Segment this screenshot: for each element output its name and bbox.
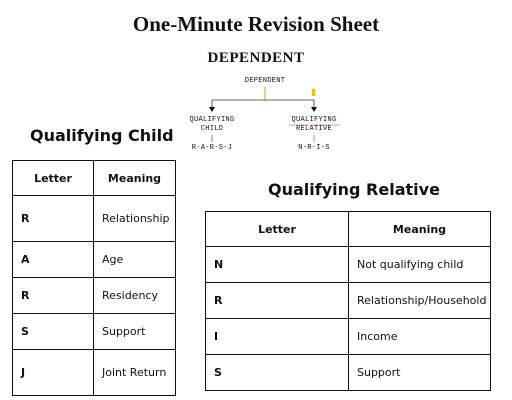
table-row <box>206 283 491 319</box>
table-row <box>13 196 176 242</box>
tree-left-acronym: R-A-R-S-J <box>191 144 233 152</box>
tree-left-line1: QUALIFYING <box>189 116 235 124</box>
tree-right-acronym: N-R-I-S <box>298 144 330 152</box>
table-header-row <box>206 212 491 247</box>
letter-cell: R <box>13 278 94 314</box>
table-row <box>13 242 176 278</box>
tree-highlight-mark <box>312 89 315 96</box>
table-row <box>13 278 176 314</box>
tree-right-line1: QUALIFYING <box>291 116 337 124</box>
letter-cell: N <box>206 247 349 283</box>
tree-left-node <box>182 116 242 134</box>
page-title: One-Minute Revision Sheet <box>132 12 380 36</box>
meaning-cell: Relationship <box>94 196 176 242</box>
meaning-cell: Joint Return <box>94 350 176 396</box>
column-header-meaning: Meaning <box>94 161 176 196</box>
tree-right-arrow <box>311 107 317 112</box>
meaning-cell: Support <box>349 355 491 391</box>
letter-cell: R <box>13 196 94 242</box>
meaning-cell: Relationship/Household <box>349 283 491 319</box>
tree-right-line2: RELATIVE <box>295 125 332 133</box>
table-row <box>206 319 491 355</box>
meaning-cell: Support <box>94 314 176 350</box>
letter-cell: J <box>13 350 94 396</box>
table-header-row <box>13 161 176 196</box>
tree-right-node <box>284 116 344 134</box>
tree-left-arrow <box>209 107 215 112</box>
letter-cell: S <box>206 355 349 391</box>
letter-cell: S <box>13 314 94 350</box>
meaning-cell: Not qualifying child <box>349 247 491 283</box>
column-header-letter: Letter <box>13 161 94 196</box>
table-row <box>206 247 491 283</box>
table-row <box>13 314 176 350</box>
table-row <box>13 350 176 396</box>
letter-cell: I <box>206 319 349 355</box>
letter-cell: R <box>206 283 349 319</box>
qualifying-child-table <box>12 160 176 396</box>
qualifying-relative-title: Qualifying Relative <box>268 180 440 199</box>
table-row <box>206 355 491 391</box>
tree-root-label: DEPENDENT <box>244 77 286 85</box>
qualifying-relative-table <box>205 211 491 391</box>
column-header-letter: Letter <box>206 212 349 247</box>
meaning-cell: Residency <box>94 278 176 314</box>
tree-left-line2: CHILD <box>200 125 224 133</box>
qualifying-child-title: Qualifying Child <box>30 126 174 145</box>
meaning-cell: Income <box>349 319 491 355</box>
letter-cell: A <box>13 242 94 278</box>
meaning-cell: Age <box>94 242 176 278</box>
page-subtitle: DEPENDENT <box>207 50 305 66</box>
column-header-meaning: Meaning <box>349 212 491 247</box>
